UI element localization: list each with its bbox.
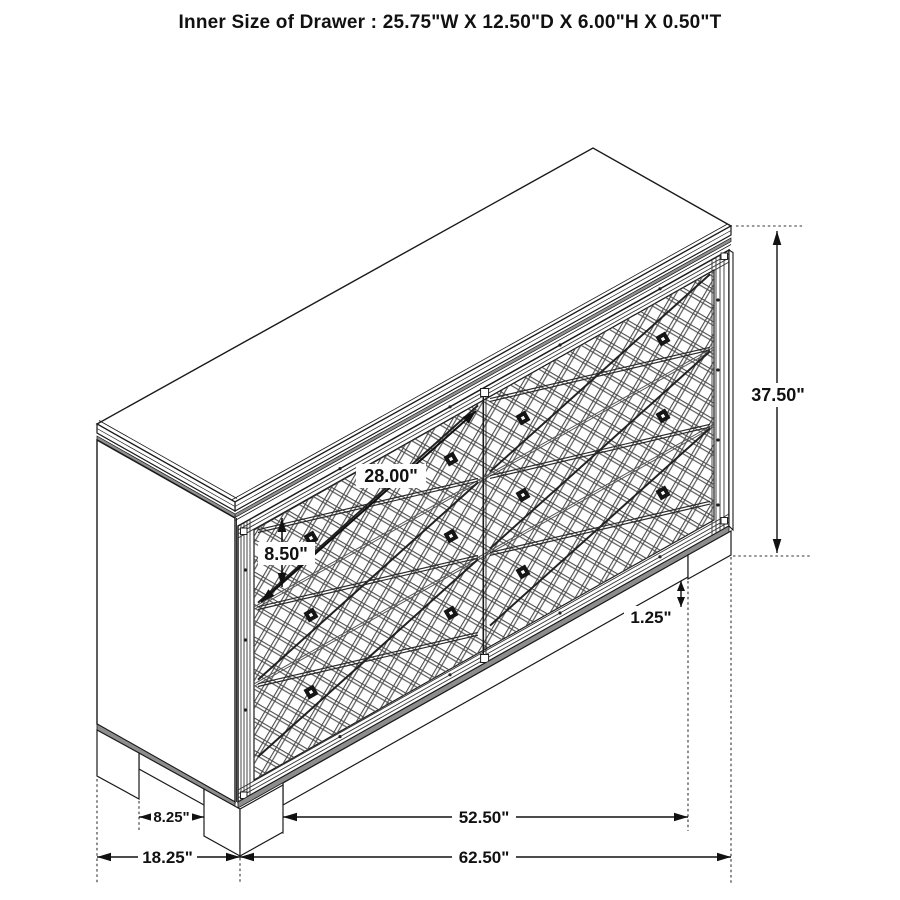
page-title: Inner Size of Drawer : 25.75"W X 12.50"D X 6.00"H X 0.50"T <box>178 12 722 33</box>
overall-width-label: 62.50" <box>458 848 510 867</box>
overall-height-label: 37.50" <box>751 385 805 405</box>
dim-overall-depth <box>97 846 240 868</box>
toe-kick-label: 1.25" <box>630 608 672 627</box>
dim-overall-width <box>240 846 731 868</box>
dresser-right-edge <box>729 250 733 530</box>
overall-depth-label: 18.25" <box>142 848 193 867</box>
leg-spacing-label: 8.25" <box>153 809 190 826</box>
dim-leg-spacing <box>139 807 204 827</box>
dim-width-between-legs <box>283 806 688 828</box>
drawer-diagonal-label: 28.00" <box>364 466 418 486</box>
drawer-front-height-label: 8.50" <box>264 544 308 564</box>
width-between-legs-label: 52.50" <box>458 808 510 827</box>
dim-overall-height <box>746 231 810 553</box>
